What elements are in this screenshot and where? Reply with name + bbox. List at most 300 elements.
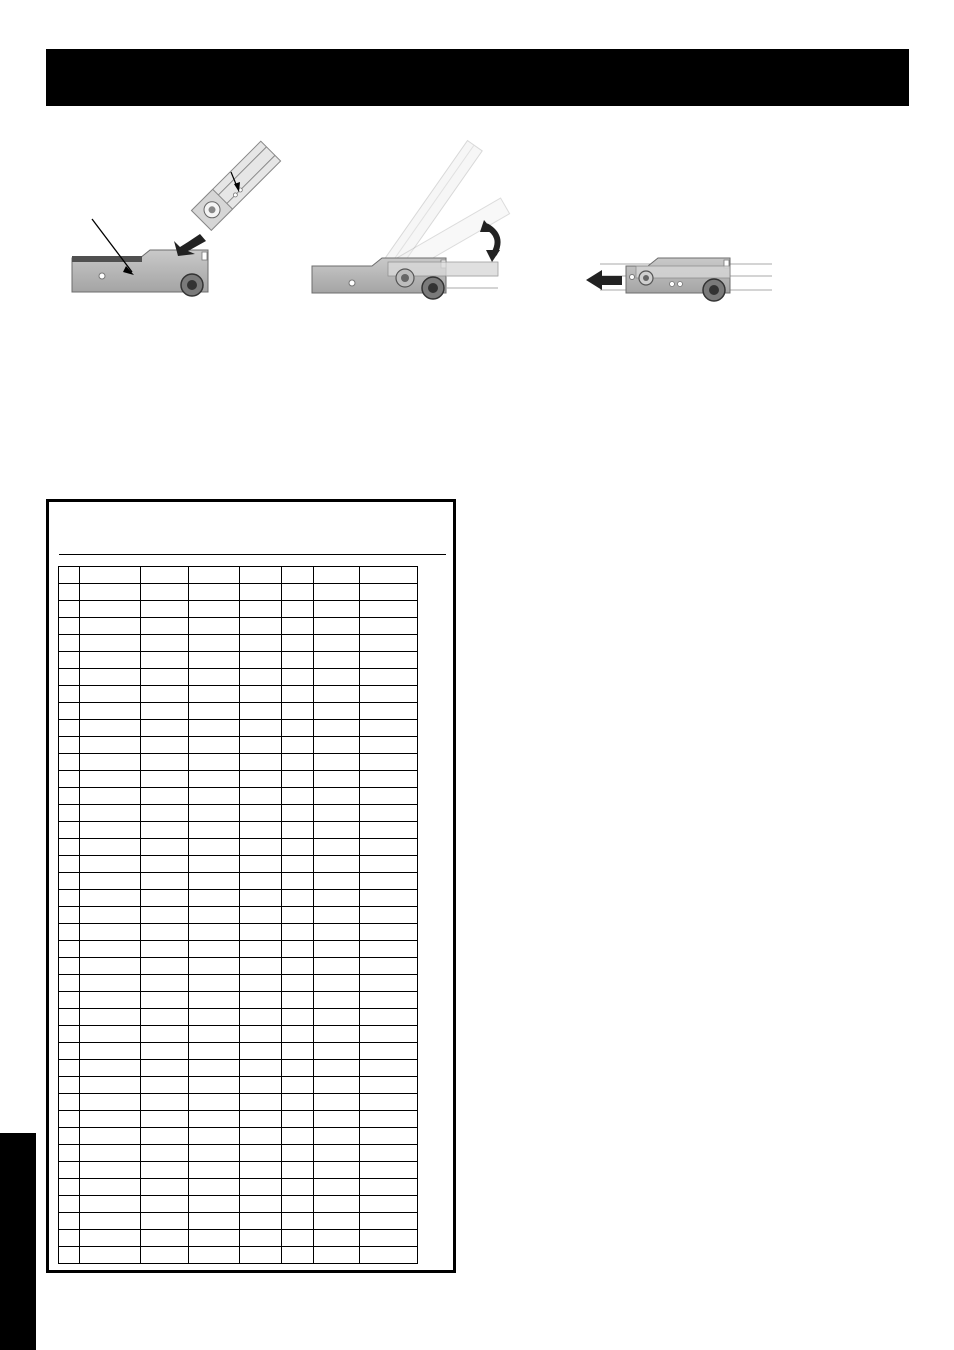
table-cell — [141, 1230, 189, 1247]
table-cell — [189, 1162, 240, 1179]
table-cell — [59, 958, 80, 975]
table-cell — [59, 771, 80, 788]
table-cell — [240, 839, 282, 856]
table-cell — [240, 941, 282, 958]
table-cell — [80, 1111, 141, 1128]
table-cell — [80, 907, 141, 924]
table-cell — [360, 856, 418, 873]
table-cell — [59, 1162, 80, 1179]
table-cell — [314, 924, 360, 941]
table-cell — [282, 771, 314, 788]
table-row — [59, 754, 418, 771]
table-cell — [80, 924, 141, 941]
table-cell — [189, 720, 240, 737]
table-cell — [240, 958, 282, 975]
table-row — [59, 924, 418, 941]
table-cell — [141, 618, 189, 635]
table-cell — [360, 635, 418, 652]
table-cell — [314, 1162, 360, 1179]
table-cell — [59, 601, 80, 618]
table-cell — [59, 635, 80, 652]
table-cell — [240, 1009, 282, 1026]
table-cell — [314, 584, 360, 601]
table-cell — [80, 601, 141, 618]
table-cell — [80, 584, 141, 601]
table-row — [59, 1230, 418, 1247]
table-cell — [360, 1128, 418, 1145]
table-cell — [240, 1094, 282, 1111]
table-cell — [282, 856, 314, 873]
figure-step-2 — [312, 141, 510, 299]
table-cell — [360, 805, 418, 822]
table-cell — [360, 669, 418, 686]
table-cell — [314, 1145, 360, 1162]
table-cell — [282, 992, 314, 1009]
table-cell — [282, 669, 314, 686]
table-cell — [189, 754, 240, 771]
table-cell — [282, 941, 314, 958]
table-cell — [189, 839, 240, 856]
table-cell — [189, 686, 240, 703]
table-cell — [360, 618, 418, 635]
table-cell — [141, 1196, 189, 1213]
table-cell — [141, 1077, 189, 1094]
table-cell — [141, 975, 189, 992]
table-cell — [141, 1162, 189, 1179]
table-row — [59, 788, 418, 805]
table-cell — [141, 1043, 189, 1060]
table-cell — [282, 703, 314, 720]
table-row — [59, 1145, 418, 1162]
table-cell — [59, 822, 80, 839]
table-cell — [282, 1128, 314, 1145]
table-cell — [314, 1043, 360, 1060]
table-cell — [360, 1196, 418, 1213]
table-cell — [141, 584, 189, 601]
table-cell — [59, 805, 80, 822]
table-cell — [240, 1111, 282, 1128]
table-cell — [59, 1145, 80, 1162]
table-cell — [360, 1247, 418, 1264]
table-cell — [282, 567, 314, 584]
table-cell — [141, 1213, 189, 1230]
table-cell — [59, 1213, 80, 1230]
table-row — [59, 1043, 418, 1060]
table-cell — [282, 1196, 314, 1213]
table-cell — [189, 1213, 240, 1230]
table-cell — [59, 1043, 80, 1060]
table-cell — [314, 1196, 360, 1213]
table-row — [59, 873, 418, 890]
table-cell — [240, 1145, 282, 1162]
table-cell — [282, 1043, 314, 1060]
table-cell — [59, 1060, 80, 1077]
table-cell — [360, 771, 418, 788]
table-cell — [189, 958, 240, 975]
table-cell — [59, 567, 80, 584]
table-cell — [59, 1247, 80, 1264]
table-cell — [282, 805, 314, 822]
table-cell — [189, 1179, 240, 1196]
table-row — [59, 1094, 418, 1111]
table-cell — [360, 907, 418, 924]
table-cell — [80, 771, 141, 788]
table-cell — [282, 601, 314, 618]
table-cell — [59, 1094, 80, 1111]
table-row — [59, 822, 418, 839]
table-cell — [240, 1026, 282, 1043]
table-cell — [314, 1026, 360, 1043]
table-cell — [80, 1094, 141, 1111]
table-cell — [189, 992, 240, 1009]
table-cell — [314, 907, 360, 924]
table-cell — [240, 1077, 282, 1094]
table-cell — [59, 686, 80, 703]
table-cell — [360, 754, 418, 771]
table-cell — [80, 1060, 141, 1077]
table-cell — [59, 1179, 80, 1196]
table-row — [59, 669, 418, 686]
table-cell — [189, 805, 240, 822]
table-cell — [360, 1145, 418, 1162]
table-cell — [282, 1009, 314, 1026]
table-cell — [360, 1009, 418, 1026]
table-row — [59, 1060, 418, 1077]
table-cell — [141, 873, 189, 890]
table-cell — [80, 1026, 141, 1043]
table-cell — [282, 890, 314, 907]
table-cell — [189, 1111, 240, 1128]
table-cell — [314, 958, 360, 975]
table-cell — [141, 1247, 189, 1264]
table-cell — [59, 1230, 80, 1247]
table-cell — [189, 737, 240, 754]
table-cell — [282, 1213, 314, 1230]
table-cell — [189, 873, 240, 890]
table-cell — [141, 1060, 189, 1077]
table-cell — [189, 669, 240, 686]
table-cell — [59, 669, 80, 686]
table-cell — [141, 890, 189, 907]
table-cell — [282, 822, 314, 839]
table-cell — [314, 567, 360, 584]
table-cell — [189, 601, 240, 618]
table-cell — [141, 1128, 189, 1145]
table-cell — [59, 1026, 80, 1043]
table-cell — [189, 1094, 240, 1111]
table-cell — [189, 1077, 240, 1094]
table-row — [59, 856, 418, 873]
table-cell — [314, 1077, 360, 1094]
table-cell — [189, 1060, 240, 1077]
table-cell — [282, 1060, 314, 1077]
table-cell — [80, 1162, 141, 1179]
table-cell — [80, 1230, 141, 1247]
table-row — [59, 941, 418, 958]
table-cell — [80, 992, 141, 1009]
table-cell — [189, 856, 240, 873]
table-cell — [141, 720, 189, 737]
table-cell — [314, 1247, 360, 1264]
table-cell — [141, 907, 189, 924]
table-cell — [240, 635, 282, 652]
table-cell — [141, 924, 189, 941]
table-cell — [80, 1128, 141, 1145]
table-cell — [282, 1111, 314, 1128]
table-cell — [314, 1111, 360, 1128]
table-cell — [314, 601, 360, 618]
table-cell — [240, 1128, 282, 1145]
table-cell — [360, 1094, 418, 1111]
table-cell — [80, 1247, 141, 1264]
table-cell — [282, 975, 314, 992]
table-cell — [59, 924, 80, 941]
spec-table-panel — [46, 499, 456, 1273]
table-cell — [240, 1213, 282, 1230]
table-row — [59, 686, 418, 703]
table-cell — [240, 1247, 282, 1264]
table-cell — [360, 703, 418, 720]
table-cell — [141, 958, 189, 975]
table-cell — [189, 703, 240, 720]
table-cell — [80, 754, 141, 771]
table-cell — [80, 618, 141, 635]
table-cell — [360, 1179, 418, 1196]
table-cell — [282, 652, 314, 669]
table-cell — [240, 686, 282, 703]
table-cell — [240, 890, 282, 907]
table-cell — [360, 941, 418, 958]
table-cell — [314, 1179, 360, 1196]
table-cell — [141, 567, 189, 584]
table-cell — [59, 1009, 80, 1026]
table-cell — [189, 1247, 240, 1264]
table-cell — [360, 822, 418, 839]
table-cell — [141, 771, 189, 788]
table-cell — [240, 669, 282, 686]
table-cell — [240, 788, 282, 805]
table-cell — [282, 1094, 314, 1111]
rotate-arrow-icon — [480, 220, 500, 262]
table-cell — [189, 1026, 240, 1043]
table-cell — [189, 652, 240, 669]
spec-table — [58, 566, 418, 1264]
table-row — [59, 771, 418, 788]
table-cell — [282, 1145, 314, 1162]
table-cell — [282, 1247, 314, 1264]
table-cell — [59, 873, 80, 890]
table-row — [59, 1009, 418, 1026]
table-row — [59, 958, 418, 975]
table-cell — [360, 958, 418, 975]
table-row — [59, 805, 418, 822]
table-cell — [80, 703, 141, 720]
table-cell — [314, 975, 360, 992]
table-cell — [189, 635, 240, 652]
table-cell — [314, 1230, 360, 1247]
table-cell — [314, 703, 360, 720]
table-row — [59, 1026, 418, 1043]
table-row — [59, 618, 418, 635]
table-cell — [360, 1060, 418, 1077]
table-cell — [240, 618, 282, 635]
table-cell — [240, 754, 282, 771]
table-cell — [189, 567, 240, 584]
figure-step-1 — [72, 141, 281, 296]
table-cell — [189, 924, 240, 941]
table-cell — [141, 601, 189, 618]
table-cell — [141, 1145, 189, 1162]
table-cell — [360, 839, 418, 856]
table-cell — [80, 822, 141, 839]
table-cell — [360, 737, 418, 754]
table-row — [59, 1111, 418, 1128]
table-cell — [282, 1077, 314, 1094]
table-cell — [282, 958, 314, 975]
table-cell — [80, 737, 141, 754]
table-cell — [141, 686, 189, 703]
table-cell — [314, 754, 360, 771]
table-cell — [189, 1196, 240, 1213]
table-cell — [314, 635, 360, 652]
table-cell — [282, 924, 314, 941]
table-cell — [282, 1026, 314, 1043]
table-cell — [360, 601, 418, 618]
table-cell — [314, 1213, 360, 1230]
table-cell — [80, 1043, 141, 1060]
table-row — [59, 975, 418, 992]
table-cell — [80, 941, 141, 958]
table-cell — [240, 1196, 282, 1213]
table-cell — [141, 1009, 189, 1026]
table-cell — [314, 822, 360, 839]
table-cell — [80, 1179, 141, 1196]
table-cell — [282, 635, 314, 652]
figure-step-3 — [586, 258, 772, 301]
table-cell — [141, 754, 189, 771]
table-row — [59, 567, 418, 584]
table-cell — [314, 720, 360, 737]
table-cell — [80, 635, 141, 652]
table-cell — [360, 1162, 418, 1179]
table-cell — [80, 839, 141, 856]
table-cell — [314, 669, 360, 686]
table-row — [59, 890, 418, 907]
table-cell — [59, 788, 80, 805]
table-cell — [314, 805, 360, 822]
table-row — [59, 1247, 418, 1264]
table-cell — [314, 1060, 360, 1077]
table-cell — [282, 788, 314, 805]
table-cell — [240, 1230, 282, 1247]
table-cell — [80, 1077, 141, 1094]
table-cell — [80, 686, 141, 703]
table-row — [59, 992, 418, 1009]
table-cell — [80, 720, 141, 737]
table-cell — [360, 873, 418, 890]
table-cell — [80, 652, 141, 669]
table-cell — [141, 941, 189, 958]
table-cell — [360, 652, 418, 669]
table-cell — [141, 856, 189, 873]
table-cell — [189, 1009, 240, 1026]
table-cell — [59, 720, 80, 737]
table-cell — [240, 1060, 282, 1077]
table-cell — [314, 1094, 360, 1111]
table-cell — [141, 652, 189, 669]
table-row — [59, 652, 418, 669]
table-cell — [189, 584, 240, 601]
table-cell — [240, 975, 282, 992]
table-row — [59, 601, 418, 618]
table-cell — [240, 873, 282, 890]
table-cell — [360, 992, 418, 1009]
table-cell — [59, 1128, 80, 1145]
table-cell — [240, 856, 282, 873]
table-cell — [141, 1026, 189, 1043]
table-cell — [240, 771, 282, 788]
table-cell — [59, 907, 80, 924]
table-cell — [240, 924, 282, 941]
table-cell — [59, 992, 80, 1009]
table-cell — [141, 805, 189, 822]
table-cell — [80, 958, 141, 975]
table-cell — [240, 1179, 282, 1196]
table-cell — [189, 975, 240, 992]
table-cell — [282, 754, 314, 771]
table-cell — [282, 1162, 314, 1179]
table-cell — [240, 1162, 282, 1179]
table-row — [59, 1196, 418, 1213]
table-row — [59, 1213, 418, 1230]
table-cell — [189, 890, 240, 907]
table-cell — [189, 941, 240, 958]
table-cell — [240, 737, 282, 754]
table-cell — [314, 941, 360, 958]
table-cell — [141, 703, 189, 720]
table-row — [59, 703, 418, 720]
table-cell — [240, 652, 282, 669]
table-cell — [59, 1077, 80, 1094]
table-row — [59, 907, 418, 924]
table-cell — [282, 737, 314, 754]
table-cell — [282, 584, 314, 601]
table-cell — [80, 567, 141, 584]
table-cell — [314, 652, 360, 669]
table-cell — [189, 1128, 240, 1145]
table-cell — [141, 822, 189, 839]
table-cell — [141, 788, 189, 805]
table-cell — [314, 771, 360, 788]
table-cell — [360, 1230, 418, 1247]
push-left-arrow-icon — [586, 270, 622, 290]
table-cell — [59, 839, 80, 856]
table-cell — [189, 788, 240, 805]
table-cell — [360, 975, 418, 992]
table-cell — [80, 890, 141, 907]
table-cell — [59, 1196, 80, 1213]
table-cell — [360, 890, 418, 907]
table-cell — [189, 1230, 240, 1247]
table-cell — [240, 907, 282, 924]
table-cell — [141, 1094, 189, 1111]
table-cell — [314, 1128, 360, 1145]
table-cell — [314, 737, 360, 754]
table-cell — [80, 1196, 141, 1213]
table-cell — [189, 771, 240, 788]
table-cell — [282, 907, 314, 924]
table-cell — [240, 1043, 282, 1060]
